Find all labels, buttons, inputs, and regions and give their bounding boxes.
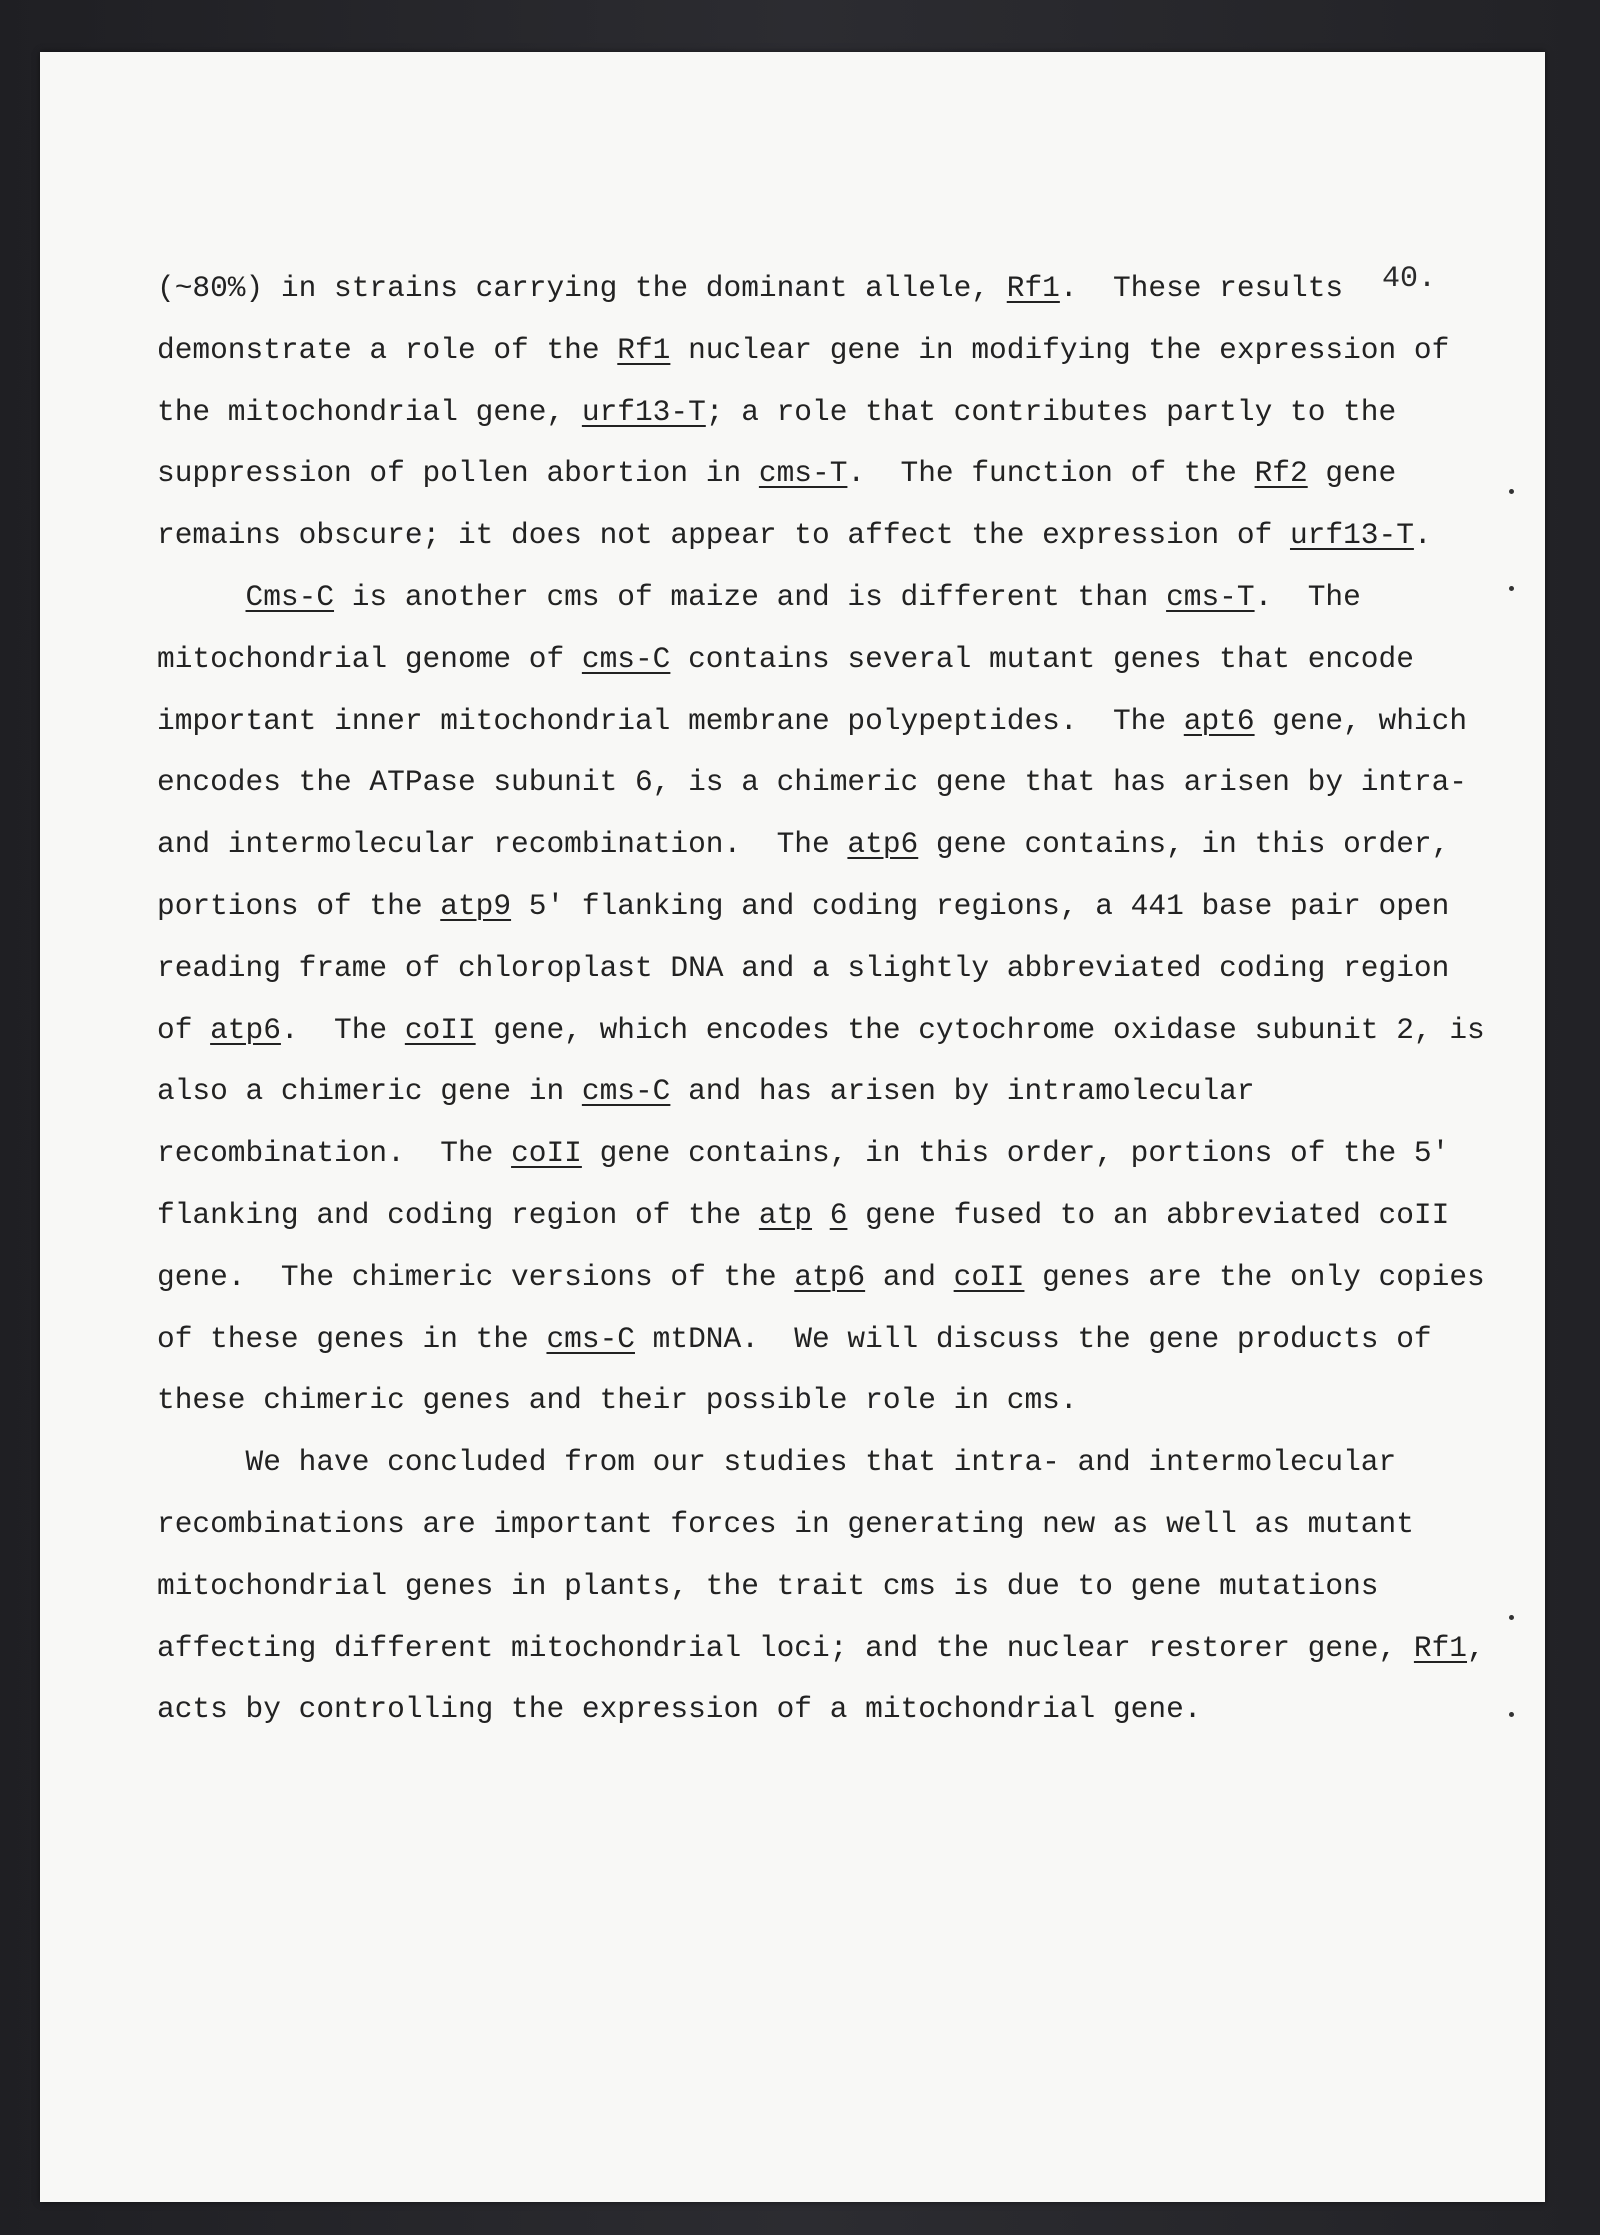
text-segment: and intermolecular recombination. The bbox=[157, 827, 848, 862]
text-segment: encodes the ATPase subunit 6, is a chimeric gene that has arisen by intra- bbox=[157, 765, 1468, 800]
underlined-term: Rf2 bbox=[1254, 456, 1308, 491]
text-segment: . These results bbox=[1059, 271, 1344, 305]
text-segment: acts by controlling the expression of a mitochondrial gene. bbox=[157, 1692, 1202, 1727]
text-segment: gene fused to an abbreviated coII bbox=[847, 1197, 1450, 1232]
underlined-term: coII bbox=[511, 1136, 582, 1171]
text-line bbox=[157, 691, 1467, 753]
underlined-term: atp9 bbox=[440, 888, 512, 923]
text-segment: mitochondrial genome of bbox=[157, 641, 582, 676]
text-line bbox=[157, 320, 1467, 382]
text-segment: remains obscure; it does not appear to affect the expression of bbox=[157, 518, 1290, 553]
text-line bbox=[157, 1556, 1467, 1618]
underlined-term: cms-C bbox=[546, 1321, 635, 1356]
text-segment: reading frame of chloroplast DNA and a slightly abbreviated coding region bbox=[157, 950, 1450, 985]
underlined-term: cms-T bbox=[1166, 579, 1255, 614]
underlined-term: 6 bbox=[829, 1197, 848, 1232]
margin-mark bbox=[1509, 489, 1514, 494]
text-segment: portions of the bbox=[157, 888, 441, 923]
text-line bbox=[157, 1061, 1467, 1123]
text-segment: gene contains, in this order, bbox=[918, 827, 1450, 862]
text-segment: . The function of the bbox=[847, 456, 1255, 491]
text-segment: mtDNA. We will discuss the gene products of bbox=[634, 1321, 1432, 1356]
text-line bbox=[157, 814, 1467, 876]
margin-mark bbox=[1509, 1712, 1514, 1717]
text-line bbox=[157, 1432, 1467, 1494]
underlined-term: cms-C bbox=[581, 1074, 671, 1109]
text-segment: gene, which bbox=[1254, 703, 1468, 738]
underlined-term: coII bbox=[953, 1259, 1025, 1294]
text-segment: important inner mitochondrial membrane polypeptides. The bbox=[157, 703, 1184, 738]
text-segment: contains several mutant genes that encode bbox=[670, 641, 1414, 676]
margin-mark bbox=[1509, 1615, 1514, 1620]
underlined-term: urf13-T bbox=[1289, 518, 1414, 553]
text-segment: gene contains, in this order, portions of the 5' bbox=[581, 1136, 1450, 1171]
text-line bbox=[157, 382, 1467, 444]
text-segment: gene. The chimeric versions of the bbox=[157, 1259, 795, 1294]
text-segment: of bbox=[157, 1012, 211, 1047]
text-segment: these chimeric genes and their possible role in cms. bbox=[157, 1383, 1078, 1418]
text-line bbox=[157, 443, 1467, 505]
text-segment: gene, which encodes the cytochrome oxidase subunit 2, is bbox=[475, 1012, 1485, 1047]
text-segment: demonstrate a role of the bbox=[157, 332, 618, 367]
text-segment: suppression of pollen abortion in bbox=[157, 456, 759, 491]
text-segment: the mitochondrial gene, bbox=[157, 394, 582, 429]
text-segment: We have concluded from our studies that intra- and intermolecular bbox=[157, 1445, 1397, 1480]
text-line bbox=[157, 1000, 1485, 1062]
text-segment: mitochondrial genes in plants, the trait cms is due to gene mutations bbox=[157, 1568, 1379, 1603]
underlined-term: Rf1 bbox=[1413, 1630, 1468, 1665]
text-segment: and bbox=[865, 1259, 954, 1294]
text-segment: ; a role that contributes partly to the bbox=[705, 394, 1397, 429]
text-line bbox=[157, 1494, 1467, 1556]
underlined-term: cms-T bbox=[758, 456, 848, 491]
text-segment: recombinations are important forces in generating new as well as mutant bbox=[157, 1506, 1414, 1541]
underlined-term: coII bbox=[404, 1012, 476, 1047]
text-segment: of these genes in the bbox=[157, 1321, 547, 1356]
underlined-term: cms-C bbox=[581, 641, 671, 676]
text-segment: flanking and coding region of the bbox=[157, 1197, 759, 1232]
text-line bbox=[157, 1185, 1467, 1247]
underlined-term: atp6 bbox=[210, 1012, 281, 1047]
text-segment: . bbox=[1413, 518, 1432, 553]
text-line bbox=[157, 629, 1467, 691]
underlined-term: Rf1 bbox=[1006, 271, 1060, 305]
text-segment: . The bbox=[1254, 579, 1361, 614]
text-line bbox=[157, 1370, 1467, 1432]
text-line bbox=[157, 752, 1467, 814]
underlined-term: urf13-T bbox=[581, 394, 706, 429]
margin-mark bbox=[1509, 586, 1514, 591]
text-line bbox=[157, 258, 1467, 320]
text-segment: nuclear gene in modifying the expression of bbox=[670, 332, 1450, 367]
underlined-term: atp bbox=[758, 1197, 813, 1232]
text-segment: and has arisen by intramolecular bbox=[670, 1074, 1255, 1109]
text-line bbox=[157, 938, 1467, 1000]
text-segment: (~80%) in strains carrying the dominant allele, bbox=[157, 271, 1007, 305]
page-number: 40. bbox=[1382, 262, 1437, 296]
text-line bbox=[157, 876, 1467, 938]
text-line bbox=[157, 1618, 1485, 1680]
underlined-term: atp6 bbox=[794, 1259, 866, 1294]
text-line bbox=[157, 1679, 1467, 1741]
text-line bbox=[157, 1123, 1467, 1185]
text-segment: . The bbox=[280, 1012, 405, 1047]
text-segment: , bbox=[1467, 1630, 1485, 1665]
text-line bbox=[157, 567, 1467, 629]
underlined-term: apt6 bbox=[1183, 703, 1255, 738]
text-segment: recombination. The bbox=[157, 1136, 512, 1171]
text-line bbox=[157, 1247, 1485, 1309]
text-segment bbox=[812, 1198, 830, 1232]
text-segment: 5' flanking and coding regions, a 441 base pair open bbox=[511, 888, 1450, 923]
underlined-term: Rf1 bbox=[617, 332, 671, 367]
text-segment: also a chimeric gene in bbox=[157, 1074, 582, 1109]
underlined-term: atp6 bbox=[847, 827, 919, 862]
body-text bbox=[157, 258, 1485, 1741]
text-line bbox=[157, 505, 1467, 567]
text-segment: affecting different mitochondrial loci; and the nuclear restorer gene, bbox=[157, 1630, 1414, 1665]
text-segment: is another cms of maize and is different than bbox=[334, 579, 1167, 614]
underlined-term: Cms-C bbox=[245, 579, 335, 614]
text-line bbox=[157, 1309, 1467, 1371]
text-segment: gene bbox=[1307, 456, 1397, 491]
text-segment: genes are the only copies bbox=[1024, 1259, 1485, 1294]
text-segment bbox=[157, 580, 246, 614]
